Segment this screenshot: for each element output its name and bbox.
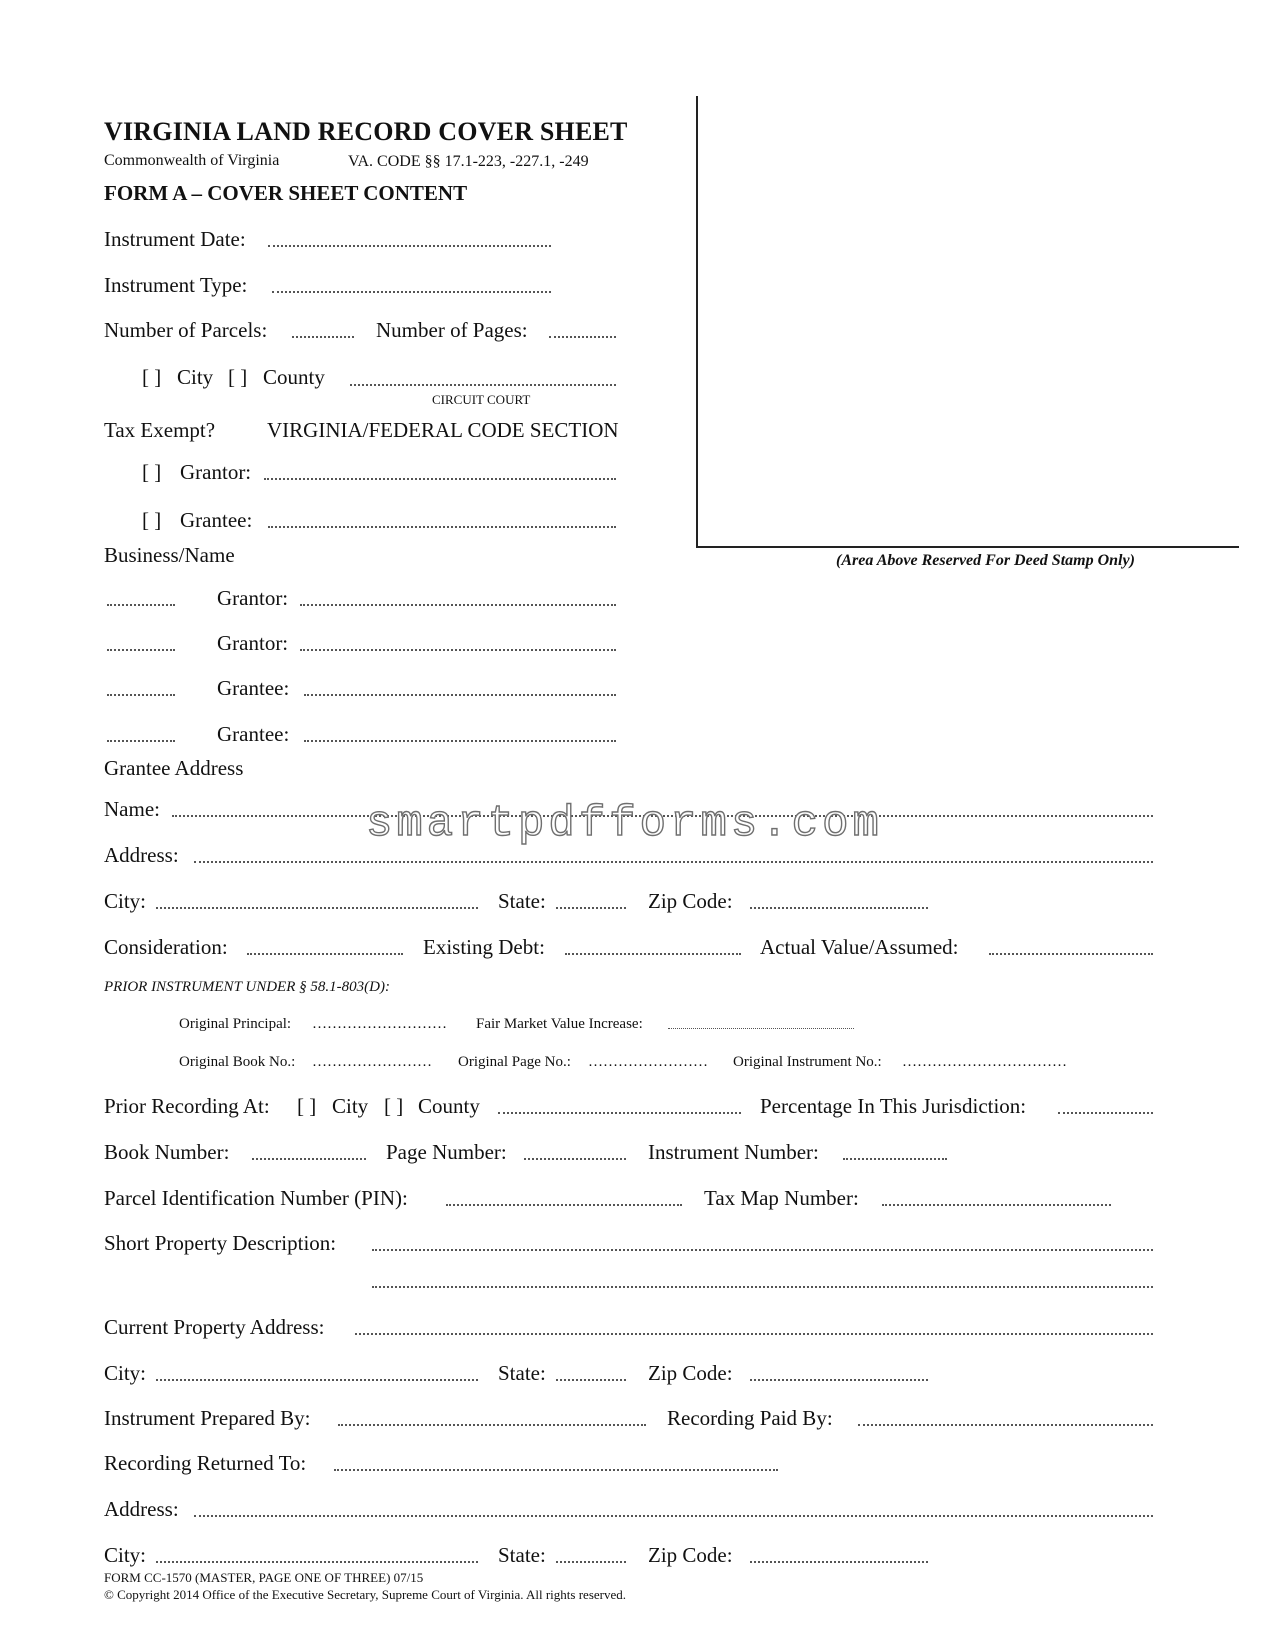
current-address-field[interactable] bbox=[355, 1333, 1153, 1335]
prior-county-checkbox[interactable]: [ ] bbox=[384, 1094, 404, 1118]
county-checkbox-label: County bbox=[263, 365, 325, 389]
actual-value-field[interactable] bbox=[989, 953, 1153, 955]
original-instrument-label: Original Instrument No.: bbox=[733, 1054, 882, 1070]
grantor-2-name-field[interactable] bbox=[300, 649, 616, 651]
return-zip-label: Zip Code: bbox=[648, 1543, 733, 1567]
watermark: smartpdfforms.com bbox=[366, 799, 883, 849]
prior-recording-label: Prior Recording At: bbox=[104, 1094, 270, 1118]
original-book-label: Original Book No.: bbox=[179, 1054, 296, 1070]
pin-label: Parcel Identification Number (PIN): bbox=[104, 1186, 408, 1210]
consideration-label: Consideration: bbox=[104, 935, 228, 959]
city-checkbox[interactable]: [ ] bbox=[142, 365, 162, 389]
property-state-label: State: bbox=[498, 1361, 546, 1385]
grantee-name-label: Name: bbox=[104, 797, 160, 821]
business-name-heading: Business/Name bbox=[104, 543, 235, 567]
number-of-pages-field[interactable] bbox=[549, 336, 616, 338]
original-page-label: Original Page No.: bbox=[458, 1054, 571, 1070]
property-zip-field[interactable] bbox=[750, 1379, 928, 1381]
grantee-state-field[interactable] bbox=[556, 907, 626, 909]
return-state-field[interactable] bbox=[556, 1561, 626, 1563]
prior-recording-field[interactable] bbox=[498, 1112, 741, 1114]
copyright-notice: © Copyright 2014 Office of the Executive Secretary, Supreme Court of Virginia. All rights reserved. bbox=[104, 1587, 626, 1602]
returned-to-label: Recording Returned To: bbox=[104, 1451, 307, 1475]
circuit-court-field[interactable] bbox=[350, 384, 616, 386]
paid-by-label: Recording Paid By: bbox=[667, 1406, 833, 1430]
form-number: FORM CC-1570 (MASTER, PAGE ONE OF THREE) 07/15 bbox=[104, 1570, 424, 1585]
book-number-label: Book Number: bbox=[104, 1140, 230, 1164]
number-of-parcels-field[interactable] bbox=[292, 336, 354, 338]
fmv-increase-field[interactable] bbox=[668, 1028, 854, 1029]
tax-exempt-label: Tax Exempt? bbox=[104, 418, 216, 442]
paid-by-field[interactable] bbox=[858, 1424, 1153, 1426]
tax-exempt-grantor-label: Grantor: bbox=[180, 460, 252, 484]
grantee-1-name-field[interactable] bbox=[304, 694, 616, 696]
grantor-2-business-field[interactable] bbox=[107, 649, 175, 651]
property-city-field[interactable] bbox=[156, 1379, 478, 1381]
grantee-1-business-field[interactable] bbox=[107, 694, 175, 696]
property-zip-label: Zip Code: bbox=[648, 1361, 733, 1385]
number-of-pages-label: Number of Pages: bbox=[376, 318, 528, 342]
grantee-zip-field[interactable] bbox=[750, 907, 928, 909]
percentage-field[interactable] bbox=[1058, 1112, 1153, 1114]
short-description-field-2[interactable] bbox=[372, 1286, 1153, 1288]
return-state-label: State: bbox=[498, 1543, 546, 1567]
grantee-2-name-field[interactable] bbox=[304, 740, 616, 742]
grantee-address-label: Address: bbox=[104, 843, 179, 867]
short-description-label: Short Property Description: bbox=[104, 1231, 337, 1255]
tax-exempt-grantee-field[interactable] bbox=[268, 526, 616, 528]
return-city-label: City: bbox=[104, 1543, 147, 1567]
tax-map-field[interactable] bbox=[882, 1204, 1111, 1206]
returned-to-field[interactable] bbox=[334, 1469, 778, 1471]
form-a-heading: FORM A – COVER SHEET CONTENT bbox=[104, 181, 468, 205]
return-city-field[interactable] bbox=[156, 1561, 478, 1563]
existing-debt-label: Existing Debt: bbox=[423, 935, 545, 959]
deed-stamp-area bbox=[696, 96, 1239, 548]
tax-exempt-grantor-field[interactable] bbox=[264, 478, 616, 480]
original-book-field[interactable]: …………………… bbox=[312, 1054, 432, 1070]
grantee-2-business-field[interactable] bbox=[107, 740, 175, 742]
grantee-city-field[interactable] bbox=[156, 907, 478, 909]
grantee-zip-label: Zip Code: bbox=[648, 889, 733, 913]
instrument-type-field[interactable] bbox=[272, 291, 551, 293]
circuit-court-caption: CIRCUIT COURT bbox=[432, 392, 531, 407]
tax-map-label: Tax Map Number: bbox=[704, 1186, 859, 1210]
return-address-label: Address: bbox=[104, 1497, 179, 1521]
commonwealth-label: Commonwealth of Virginia bbox=[104, 152, 280, 169]
number-of-parcels-label: Number of Parcels: bbox=[104, 318, 268, 342]
prior-county-label: County bbox=[418, 1094, 480, 1118]
percentage-label: Percentage In This Jurisdiction: bbox=[760, 1094, 1027, 1118]
prior-city-checkbox[interactable]: [ ] bbox=[297, 1094, 317, 1118]
grantor-2-label: Grantor: bbox=[217, 631, 289, 655]
instrument-number-label: Instrument Number: bbox=[648, 1140, 819, 1164]
pin-field[interactable] bbox=[446, 1204, 682, 1206]
va-code-reference: VA. CODE §§ 17.1-223, -227.1, -249 bbox=[348, 153, 589, 170]
code-section-label: VIRGINIA/FEDERAL CODE SECTION bbox=[267, 418, 619, 442]
instrument-date-field[interactable] bbox=[268, 245, 551, 247]
grantee-1-label: Grantee: bbox=[217, 676, 290, 700]
instrument-type-label: Instrument Type: bbox=[104, 273, 248, 297]
return-zip-field[interactable] bbox=[750, 1561, 928, 1563]
prior-instrument-heading: PRIOR INSTRUMENT UNDER § 58.1-803(D): bbox=[104, 979, 390, 995]
consideration-field[interactable] bbox=[247, 953, 403, 955]
property-state-field[interactable] bbox=[556, 1379, 626, 1381]
original-page-field[interactable]: …………………… bbox=[588, 1054, 708, 1070]
grantor-1-name-field[interactable] bbox=[300, 604, 616, 606]
existing-debt-field[interactable] bbox=[565, 953, 741, 955]
grantor-1-label: Grantor: bbox=[217, 586, 289, 610]
grantee-address-field[interactable] bbox=[194, 861, 1153, 863]
prepared-by-field[interactable] bbox=[338, 1424, 646, 1426]
original-principal-field[interactable]: ……………………… bbox=[312, 1016, 447, 1032]
short-description-field-1[interactable] bbox=[372, 1249, 1153, 1251]
original-principal-label: Original Principal: bbox=[179, 1016, 292, 1032]
property-city-label: City: bbox=[104, 1361, 147, 1385]
prior-city-label: City bbox=[332, 1094, 369, 1118]
page-number-field[interactable] bbox=[524, 1158, 626, 1160]
book-number-field[interactable] bbox=[252, 1158, 366, 1160]
current-address-label: Current Property Address: bbox=[104, 1315, 325, 1339]
grantee-city-label: City: bbox=[104, 889, 147, 913]
prepared-by-label: Instrument Prepared By: bbox=[104, 1406, 311, 1430]
fmv-increase-label: Fair Market Value Increase: bbox=[476, 1016, 643, 1032]
instrument-number-field[interactable] bbox=[843, 1158, 947, 1160]
grantee-address-heading: Grantee Address bbox=[104, 756, 244, 780]
tax-exempt-grantee-checkbox[interactable]: [ ] bbox=[142, 508, 162, 532]
page-number-label: Page Number: bbox=[386, 1140, 507, 1164]
grantee-2-label: Grantee: bbox=[217, 722, 290, 746]
return-address-field[interactable] bbox=[194, 1515, 1153, 1517]
tax-exempt-grantor-checkbox[interactable]: [ ] bbox=[142, 460, 162, 484]
form-title: VIRGINIA LAND RECORD COVER SHEET bbox=[104, 117, 628, 146]
original-instrument-field[interactable]: …………………………… bbox=[902, 1054, 1067, 1070]
tax-exempt-grantee-label: Grantee: bbox=[180, 508, 253, 532]
grantor-1-business-field[interactable] bbox=[107, 604, 175, 606]
actual-value-label: Actual Value/Assumed: bbox=[760, 935, 959, 959]
instrument-date-label: Instrument Date: bbox=[104, 227, 246, 251]
grantee-state-label: State: bbox=[498, 889, 546, 913]
city-checkbox-label: City bbox=[177, 365, 214, 389]
county-checkbox[interactable]: [ ] bbox=[228, 365, 248, 389]
deed-stamp-caption: (Area Above Reserved For Deed Stamp Only) bbox=[836, 552, 1135, 569]
